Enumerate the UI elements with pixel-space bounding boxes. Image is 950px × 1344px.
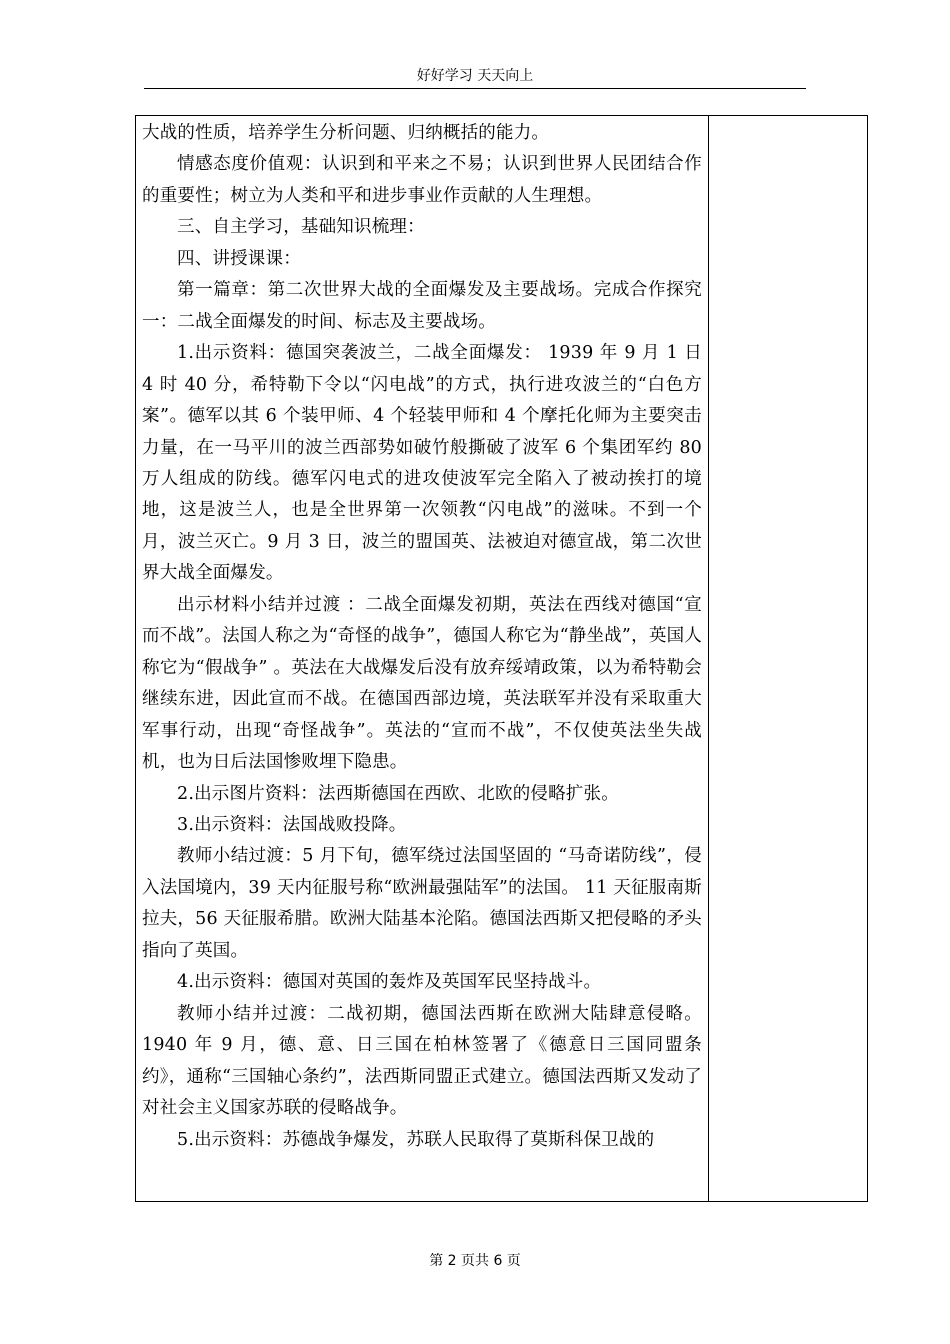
paragraph: 三、自主学习，基础知识梳理： <box>177 217 425 238</box>
page-footer: 第 2 页共 6 页 <box>429 1253 521 1269</box>
paragraph: 出示材料小结并过渡 ：二战全面爆发初期，英法在西线对德国“宣而不战”。法国人称之为“奇怪的战争”，德国人称它为“静坐战”，英国人称它为“假战争” 。英法在大战爆发后没有放弃绥靖政策，以为希特勒会继续东进，因此宣而不战。在德国西部边境，英法联军并没有采取重大军事行动，出现“奇怪战争”。英法的“宣而不战”，不仅使英法坐失战机，也为日后法国惨败埋下隐患。 <box>142 594 702 773</box>
paragraph: 四、讲授课课： <box>177 248 301 269</box>
paragraph: 2.出示图片资料：法西斯德国在西欧、北欧的侵略扩张。 <box>177 783 619 804</box>
paragraph: 教师小结过渡：5 月下旬，德军绕过法国坚固的 “马奇诺防线”，侵入法国境内，39 天内征服号称“欧洲最强陆军”的法国。 11 天征服南斯拉夫，56 天征服希腊。欧洲大陆基本沦陷。德国法西斯又把侵略的矛头指向了英国。 <box>142 846 702 961</box>
paragraph: 教师小结并过渡：二战初期，德国法西斯在欧洲大陆肆意侵略。1940 年 9 月，德、意、日三国在柏林签署了《德意日三国同盟条约》，通称“三国轴心条约”，法西斯同盟正式建立。德国法西斯又发动了对社会主义国家苏联的侵略战争。 <box>142 1003 702 1119</box>
paragraph: 情感态度价值观：认识到和平来之不易；认识到世界人民团结合作的重要性；树立为人类和平和进步事业作贡献的人生理想。 <box>142 154 702 206</box>
paragraph: 1.出示资料：德国突袭波兰，二战全面爆发： 1939 年 9 月 1 日 4 时 40 分，希特勒下令以“闪电战”的方式，执行进攻波兰的“白色方案”。德军以其 6 个装甲师、4 个轻装甲师和 4 个摩托化师为主要突击力量，在一马平川的波兰西部势如破竹般撕破了波军 6 个集团军约 80 万人组成的防线。德军闪电式的进攻使波军完全陷入了被动挨打的境地，这是波兰人，也是全世界第一次领教“闪电战”的滋味。不到一个月，波兰灭亡。9 月 3 日，波兰的盟国英、法被迫对德宣战，第二次世界大战全面爆发。 <box>142 343 702 584</box>
paragraph: 4.出示资料：德国对英国的轰炸及英国军民坚持战斗。 <box>177 972 602 993</box>
content-cell <box>142 118 702 1156</box>
paragraph: 3.出示资料：法国战败投降。 <box>177 814 407 835</box>
header-rule <box>144 88 806 89</box>
page-header: 好好学习 天天向上 <box>416 68 534 84</box>
paragraph: 5.出示资料：苏德战争爆发，苏联人民取得了莫斯科保卫战的 <box>177 1129 655 1150</box>
paragraph: 大战的性质，培养学生分析问题、归纳概括的能力。 <box>142 123 550 143</box>
paragraph: 第一篇章：第二次世界大战的全面爆发及主要战场。完成合作探究一：二战全面爆发的时间、标志及主要战场。 <box>142 280 702 332</box>
column-divider <box>708 116 709 1201</box>
lesson-table <box>135 115 868 1202</box>
